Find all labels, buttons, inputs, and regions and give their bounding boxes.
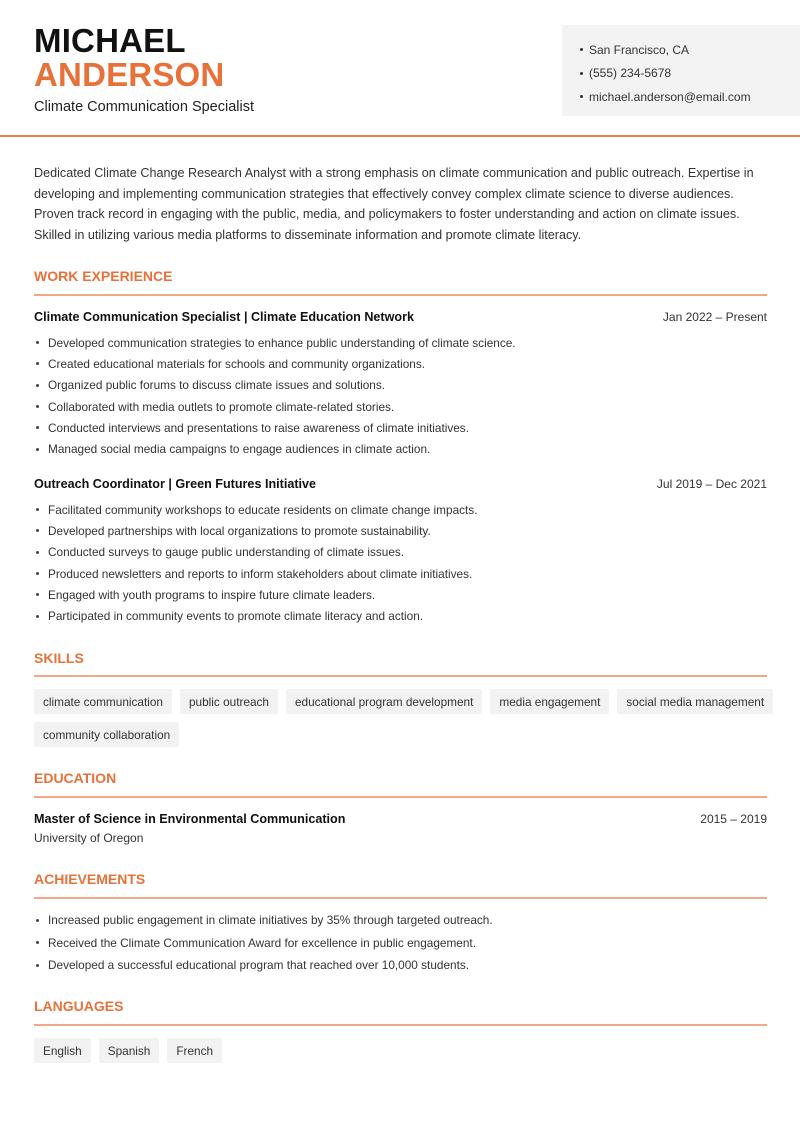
bullet-icon [36,529,39,532]
section-divider [34,294,767,296]
bullet-icon [580,95,583,98]
bullet-icon [580,72,583,75]
education-dates: 2015 – 2019 [700,812,767,826]
list-item: Managed social media campaigns to engage audiences in climate action. [34,438,516,459]
section-title-languages: LANGUAGES [34,998,124,1014]
language-chip: English [34,1038,91,1063]
summary-paragraph: Dedicated Climate Change Research Analyst with a strong emphasis on climate communication and public outreach. Expertise in developing and implementing communication strategies that effectively convey complex climate science to diverse audiences. Proven track record in engaging with the public, media, and policymakers to foster understanding and action on climate issues. Skilled in utilizing various media platforms to disseminate information and promote climate literacy. [34,166,754,242]
list-item: Participated in community events to promote climate literacy and action. [34,605,477,626]
skill-chip: media engagement [490,689,609,714]
section-title-education: EDUCATION [34,770,117,786]
section-divider [34,897,767,899]
list-item: Collaborated with media outlets to promote climate-related stories. [34,396,516,417]
achievements-list [34,909,493,977]
list-item: Organized public forums to discuss climate issues and solutions. [34,375,516,396]
bullet-icon [36,384,39,387]
list-item: Developed a successful educational program that reached over 10,000 students. [34,954,493,977]
contact-box [562,25,800,116]
bullet-icon [36,508,39,511]
last-name: ANDERSON [34,56,225,93]
section-title-work-experience: WORK EXPERIENCE [34,268,173,284]
section-title-skills: SKILLS [34,650,84,666]
skill-chip: social media management [617,689,773,714]
bullet-icon [36,551,39,554]
bullet-icon [36,341,39,344]
contact-phone [580,62,800,86]
first-name: MICHAEL [34,22,186,59]
job-title: Climate Communication Specialist [34,99,254,115]
job-dates: Jul 2019 – Dec 2021 [656,477,767,491]
job-heading: Outreach Coordinator | Green Futures Initiative [34,477,317,491]
bullet-icon [580,48,583,51]
bullet-icon [36,593,39,596]
school-name: University of Oregon [34,831,144,845]
skill-chip: public outreach [180,689,278,714]
list-item: Developed partnerships with local organizations to promote sustainability. [34,520,477,541]
list-item: Developed communication strategies to enhance public understanding of climate science. [34,332,516,353]
list-item: Facilitated community workshops to educate residents on climate change impacts. [34,499,477,520]
list-item: Created educational materials for schools and community organizations. [34,353,516,374]
contact-location [580,38,800,62]
bullet-icon [36,572,39,575]
list-item: Conducted surveys to gauge public understanding of climate issues. [34,542,477,563]
list-item: Received the Climate Communication Award for excellence in public engagement. [34,932,493,955]
job-bullets [34,332,516,460]
bullet-icon [36,615,39,618]
languages-list [34,1038,774,1063]
list-item: Increased public engagement in climate initiatives by 35% through targeted outreach. [34,909,493,932]
job-heading: Climate Communication Specialist | Climate Education Network [34,310,415,324]
bullet-icon [36,964,39,967]
section-divider [34,796,767,798]
contact-email [580,85,800,109]
skill-chip: community collaboration [34,722,179,747]
bullet-icon [36,405,39,408]
skill-chip: educational program development [286,689,482,714]
skills-list [34,689,774,747]
job-dates: Jan 2022 – Present [662,310,767,324]
section-title-achievements: ACHIEVEMENTS [34,871,146,887]
bullet-icon [36,426,39,429]
bullet-icon [36,919,39,922]
bullet-icon [36,941,39,944]
resume-header [0,0,800,137]
list-item: Engaged with youth programs to inspire future climate leaders. [34,584,477,605]
degree-name: Master of Science in Environmental Communication [34,812,346,826]
section-divider [34,675,767,677]
section-divider [34,1024,767,1026]
phone-text: (555) 234-5678 [589,66,672,81]
email-text: michael.anderson@email.com [589,89,751,104]
language-chip: Spanish [99,1038,160,1063]
bullet-icon [36,448,39,451]
language-chip: French [167,1038,222,1063]
skill-chip: climate communication [34,689,172,714]
list-item: Conducted interviews and presentations to raise awareness of climate initiatives. [34,417,516,438]
bullet-icon [36,362,39,365]
list-item: Produced newsletters and reports to inform stakeholders about climate initiatives. [34,563,477,584]
location-text: San Francisco, CA [589,42,690,57]
job-bullets [34,499,477,627]
